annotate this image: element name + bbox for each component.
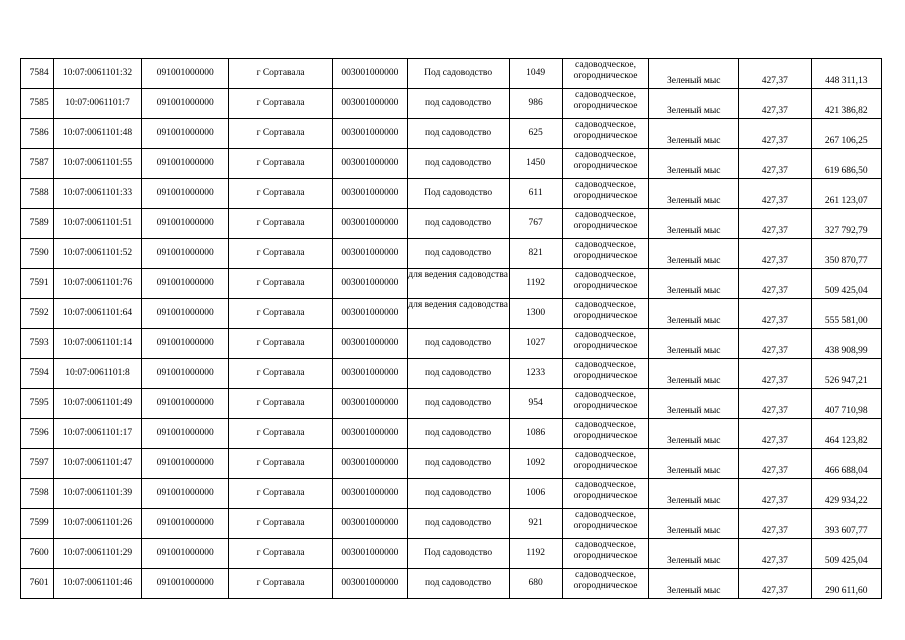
area-cell: 1450 xyxy=(509,149,562,179)
location-cell: Зеленый мыс xyxy=(649,449,739,479)
oktmo-code-cell: 003001000000 xyxy=(333,89,407,119)
row-number-cell: 7599 xyxy=(21,509,54,539)
row-number-cell: 7597 xyxy=(21,449,54,479)
rate-cell: 427,37 xyxy=(739,119,811,149)
row-number-cell: 7585 xyxy=(21,89,54,119)
cadastral-number-cell: 10:07:0061101:55 xyxy=(53,149,142,179)
oktmo-code-cell: 003001000000 xyxy=(333,569,407,599)
oktmo-code-cell: 003001000000 xyxy=(333,119,407,149)
city-cell: г Сортавала xyxy=(229,89,333,119)
land-use-cell: Под садоводство xyxy=(407,539,509,569)
area-cell: 1049 xyxy=(509,59,562,89)
cadastral-value-cell: 438 908,99 xyxy=(811,329,881,359)
table-row xyxy=(21,359,882,389)
location-cell: Зеленый мыс xyxy=(649,569,739,599)
code-cell: 091001000000 xyxy=(142,89,229,119)
category-cell: садоводческое, огородническое xyxy=(562,209,649,239)
row-number-cell: 7588 xyxy=(21,179,54,209)
oktmo-code-cell: 003001000000 xyxy=(333,209,407,239)
oktmo-code-cell: 003001000000 xyxy=(333,269,407,299)
table-row xyxy=(21,449,882,479)
table-row xyxy=(21,239,882,269)
location-cell: Зеленый мыс xyxy=(649,299,739,329)
land-use-cell: под садоводство xyxy=(407,509,509,539)
cadastral-value-cell: 327 792,79 xyxy=(811,209,881,239)
cadastral-value-cell: 555 581,00 xyxy=(811,299,881,329)
city-cell: г Сортавала xyxy=(229,329,333,359)
land-use-cell: под садоводство xyxy=(407,479,509,509)
location-cell: Зеленый мыс xyxy=(649,419,739,449)
land-use-cell: для ведения садоводства xyxy=(407,299,509,329)
cadastral-value-cell: 448 311,13 xyxy=(811,59,881,89)
row-number-cell: 7592 xyxy=(21,299,54,329)
oktmo-code-cell: 003001000000 xyxy=(333,329,407,359)
location-cell: Зеленый мыс xyxy=(649,209,739,239)
rate-cell: 427,37 xyxy=(739,389,811,419)
oktmo-code-cell: 003001000000 xyxy=(333,449,407,479)
row-number-cell: 7595 xyxy=(21,389,54,419)
oktmo-code-cell: 003001000000 xyxy=(333,149,407,179)
table-row xyxy=(21,539,882,569)
oktmo-code-cell: 003001000000 xyxy=(333,299,407,329)
cadastral-number-cell: 10:07:0061101:39 xyxy=(53,479,142,509)
category-cell: садоводческое, огородническое xyxy=(562,89,649,119)
category-cell: садоводческое, огородническое xyxy=(562,149,649,179)
cadastral-number-cell: 10:07:0061101:47 xyxy=(53,449,142,479)
code-cell: 091001000000 xyxy=(142,509,229,539)
land-use-cell: под садоводство xyxy=(407,149,509,179)
rate-cell: 427,37 xyxy=(739,209,811,239)
category-cell: садоводческое, огородническое xyxy=(562,359,649,389)
land-use-cell: Под садоводство xyxy=(407,59,509,89)
city-cell: г Сортавала xyxy=(229,209,333,239)
city-cell: г Сортавала xyxy=(229,389,333,419)
location-cell: Зеленый мыс xyxy=(649,149,739,179)
table-row xyxy=(21,179,882,209)
category-cell: садоводческое, огородническое xyxy=(562,569,649,599)
table-row xyxy=(21,569,882,599)
category-cell: садоводческое, огородническое xyxy=(562,479,649,509)
code-cell: 091001000000 xyxy=(142,59,229,89)
rate-cell: 427,37 xyxy=(739,59,811,89)
category-cell: садоводческое, огородническое xyxy=(562,239,649,269)
land-use-cell: под садоводство xyxy=(407,449,509,479)
area-cell: 767 xyxy=(509,209,562,239)
row-number-cell: 7596 xyxy=(21,419,54,449)
location-cell: Зеленый мыс xyxy=(649,539,739,569)
category-cell: садоводческое, огородническое xyxy=(562,449,649,479)
table-row xyxy=(21,389,882,419)
land-use-cell: под садоводство xyxy=(407,239,509,269)
row-number-cell: 7600 xyxy=(21,539,54,569)
city-cell: г Сортавала xyxy=(229,59,333,89)
code-cell: 091001000000 xyxy=(142,329,229,359)
code-cell: 091001000000 xyxy=(142,539,229,569)
row-number-cell: 7586 xyxy=(21,119,54,149)
oktmo-code-cell: 003001000000 xyxy=(333,359,407,389)
location-cell: Зеленый мыс xyxy=(649,119,739,149)
rate-cell: 427,37 xyxy=(739,539,811,569)
row-number-cell: 7587 xyxy=(21,149,54,179)
land-use-cell: под садоводство xyxy=(407,389,509,419)
rate-cell: 427,37 xyxy=(739,359,811,389)
category-cell: садоводческое, огородническое xyxy=(562,419,649,449)
table-row xyxy=(21,419,882,449)
city-cell: г Сортавала xyxy=(229,269,333,299)
category-cell: садоводческое, огородническое xyxy=(562,539,649,569)
row-number-cell: 7601 xyxy=(21,569,54,599)
rate-cell: 427,37 xyxy=(739,179,811,209)
table-row xyxy=(21,509,882,539)
table-row xyxy=(21,149,882,179)
location-cell: Зеленый мыс xyxy=(649,389,739,419)
oktmo-code-cell: 003001000000 xyxy=(333,539,407,569)
code-cell: 091001000000 xyxy=(142,569,229,599)
oktmo-code-cell: 003001000000 xyxy=(333,389,407,419)
code-cell: 091001000000 xyxy=(142,419,229,449)
code-cell: 091001000000 xyxy=(142,179,229,209)
category-cell: садоводческое, огородническое xyxy=(562,119,649,149)
land-use-cell: под садоводство xyxy=(407,329,509,359)
category-cell: садоводческое, огородническое xyxy=(562,179,649,209)
cadastral-number-cell: 10:07:0061101:33 xyxy=(53,179,142,209)
row-number-cell: 7584 xyxy=(21,59,54,89)
city-cell: г Сортавала xyxy=(229,449,333,479)
cadastral-number-cell: 10:07:0061101:52 xyxy=(53,239,142,269)
code-cell: 091001000000 xyxy=(142,359,229,389)
oktmo-code-cell: 003001000000 xyxy=(333,239,407,269)
city-cell: г Сортавала xyxy=(229,539,333,569)
code-cell: 091001000000 xyxy=(142,479,229,509)
table-row xyxy=(21,59,882,89)
location-cell: Зеленый мыс xyxy=(649,89,739,119)
cadastral-value-cell: 509 425,04 xyxy=(811,539,881,569)
cadastral-value-cell: 407 710,98 xyxy=(811,389,881,419)
city-cell: г Сортавала xyxy=(229,419,333,449)
cadastral-value-cell: 350 870,77 xyxy=(811,239,881,269)
cadastral-value-cell: 393 607,77 xyxy=(811,509,881,539)
area-cell: 1006 xyxy=(509,479,562,509)
land-use-cell: под садоводство xyxy=(407,569,509,599)
cadastral-number-cell: 10:07:0061101:48 xyxy=(53,119,142,149)
city-cell: г Сортавала xyxy=(229,479,333,509)
area-cell: 611 xyxy=(509,179,562,209)
table-row xyxy=(21,269,882,299)
cadastral-number-cell: 10:07:0061101:32 xyxy=(53,59,142,89)
cadastral-value-cell: 290 611,60 xyxy=(811,569,881,599)
area-cell: 821 xyxy=(509,239,562,269)
row-number-cell: 7593 xyxy=(21,329,54,359)
area-cell: 1086 xyxy=(509,419,562,449)
table-row xyxy=(21,299,882,329)
rate-cell: 427,37 xyxy=(739,419,811,449)
document-page xyxy=(20,58,882,599)
cadastral-number-cell: 10:07:0061101:7 xyxy=(53,89,142,119)
cadastral-number-cell: 10:07:0061101:29 xyxy=(53,539,142,569)
cadastral-number-cell: 10:07:0061101:64 xyxy=(53,299,142,329)
location-cell: Зеленый мыс xyxy=(649,239,739,269)
area-cell: 1233 xyxy=(509,359,562,389)
cadastral-value-cell: 421 386,82 xyxy=(811,89,881,119)
oktmo-code-cell: 003001000000 xyxy=(333,479,407,509)
code-cell: 091001000000 xyxy=(142,299,229,329)
rate-cell: 427,37 xyxy=(739,299,811,329)
code-cell: 091001000000 xyxy=(142,269,229,299)
rate-cell: 427,37 xyxy=(739,509,811,539)
table-row xyxy=(21,119,882,149)
location-cell: Зеленый мыс xyxy=(649,179,739,209)
cadastral-number-cell: 10:07:0061101:17 xyxy=(53,419,142,449)
cadastral-value-cell: 464 123,82 xyxy=(811,419,881,449)
category-cell: садоводческое, огородническое xyxy=(562,59,649,89)
cadastral-value-cell: 429 934,22 xyxy=(811,479,881,509)
cadastral-number-cell: 10:07:0061101:8 xyxy=(53,359,142,389)
area-cell: 1027 xyxy=(509,329,562,359)
area-cell: 680 xyxy=(509,569,562,599)
oktmo-code-cell: 003001000000 xyxy=(333,419,407,449)
cadastral-value-cell: 526 947,21 xyxy=(811,359,881,389)
oktmo-code-cell: 003001000000 xyxy=(333,509,407,539)
table-body xyxy=(21,59,882,599)
category-cell: садоводческое, огородническое xyxy=(562,269,649,299)
table-row xyxy=(21,479,882,509)
oktmo-code-cell: 003001000000 xyxy=(333,179,407,209)
land-use-cell: под садоводство xyxy=(407,119,509,149)
cadastral-number-cell: 10:07:0061101:76 xyxy=(53,269,142,299)
code-cell: 091001000000 xyxy=(142,149,229,179)
land-use-cell: под садоводство xyxy=(407,419,509,449)
city-cell: г Сортавала xyxy=(229,149,333,179)
row-number-cell: 7594 xyxy=(21,359,54,389)
code-cell: 091001000000 xyxy=(142,209,229,239)
code-cell: 091001000000 xyxy=(142,239,229,269)
category-cell: садоводческое, огородническое xyxy=(562,389,649,419)
cadastral-number-cell: 10:07:0061101:46 xyxy=(53,569,142,599)
oktmo-code-cell: 003001000000 xyxy=(333,59,407,89)
rate-cell: 427,37 xyxy=(739,479,811,509)
rate-cell: 427,37 xyxy=(739,89,811,119)
row-number-cell: 7590 xyxy=(21,239,54,269)
location-cell: Зеленый мыс xyxy=(649,59,739,89)
location-cell: Зеленый мыс xyxy=(649,359,739,389)
area-cell: 921 xyxy=(509,509,562,539)
area-cell: 986 xyxy=(509,89,562,119)
rate-cell: 427,37 xyxy=(739,239,811,269)
city-cell: г Сортавала xyxy=(229,359,333,389)
location-cell: Зеленый мыс xyxy=(649,329,739,359)
city-cell: г Сортавала xyxy=(229,509,333,539)
cadastral-value-cell: 509 425,04 xyxy=(811,269,881,299)
table-row xyxy=(21,89,882,119)
cadastral-value-cell: 466 688,04 xyxy=(811,449,881,479)
table-row xyxy=(21,209,882,239)
rate-cell: 427,37 xyxy=(739,149,811,179)
location-cell: Зеленый мыс xyxy=(649,269,739,299)
land-use-cell: под садоводство xyxy=(407,359,509,389)
cadastral-value-cell: 267 106,25 xyxy=(811,119,881,149)
category-cell: садоводческое, огородническое xyxy=(562,509,649,539)
cadastral-number-cell: 10:07:0061101:51 xyxy=(53,209,142,239)
rate-cell: 427,37 xyxy=(739,269,811,299)
land-use-cell: для ведения садоводства xyxy=(407,269,509,299)
area-cell: 625 xyxy=(509,119,562,149)
city-cell: г Сортавала xyxy=(229,179,333,209)
category-cell: садоводческое, огородническое xyxy=(562,299,649,329)
row-number-cell: 7591 xyxy=(21,269,54,299)
rate-cell: 427,37 xyxy=(739,329,811,359)
category-cell: садоводческое, огородническое xyxy=(562,329,649,359)
area-cell: 1192 xyxy=(509,269,562,299)
land-use-cell: Под садоводство xyxy=(407,179,509,209)
cadastral-value-cell: 619 686,50 xyxy=(811,149,881,179)
cadastral-value-cell: 261 123,07 xyxy=(811,179,881,209)
rate-cell: 427,37 xyxy=(739,569,811,599)
location-cell: Зеленый мыс xyxy=(649,509,739,539)
code-cell: 091001000000 xyxy=(142,389,229,419)
land-plot-table xyxy=(20,58,882,599)
area-cell: 954 xyxy=(509,389,562,419)
city-cell: г Сортавала xyxy=(229,569,333,599)
location-cell: Зеленый мыс xyxy=(649,479,739,509)
cadastral-number-cell: 10:07:0061101:49 xyxy=(53,389,142,419)
city-cell: г Сортавала xyxy=(229,239,333,269)
area-cell: 1192 xyxy=(509,539,562,569)
rate-cell: 427,37 xyxy=(739,449,811,479)
land-use-cell: под садоводство xyxy=(407,209,509,239)
area-cell: 1092 xyxy=(509,449,562,479)
cadastral-number-cell: 10:07:0061101:14 xyxy=(53,329,142,359)
row-number-cell: 7589 xyxy=(21,209,54,239)
land-use-cell: под садоводство xyxy=(407,89,509,119)
cadastral-number-cell: 10:07:0061101:26 xyxy=(53,509,142,539)
code-cell: 091001000000 xyxy=(142,119,229,149)
row-number-cell: 7598 xyxy=(21,479,54,509)
table-row xyxy=(21,329,882,359)
city-cell: г Сортавала xyxy=(229,299,333,329)
code-cell: 091001000000 xyxy=(142,449,229,479)
city-cell: г Сортавала xyxy=(229,119,333,149)
area-cell: 1300 xyxy=(509,299,562,329)
